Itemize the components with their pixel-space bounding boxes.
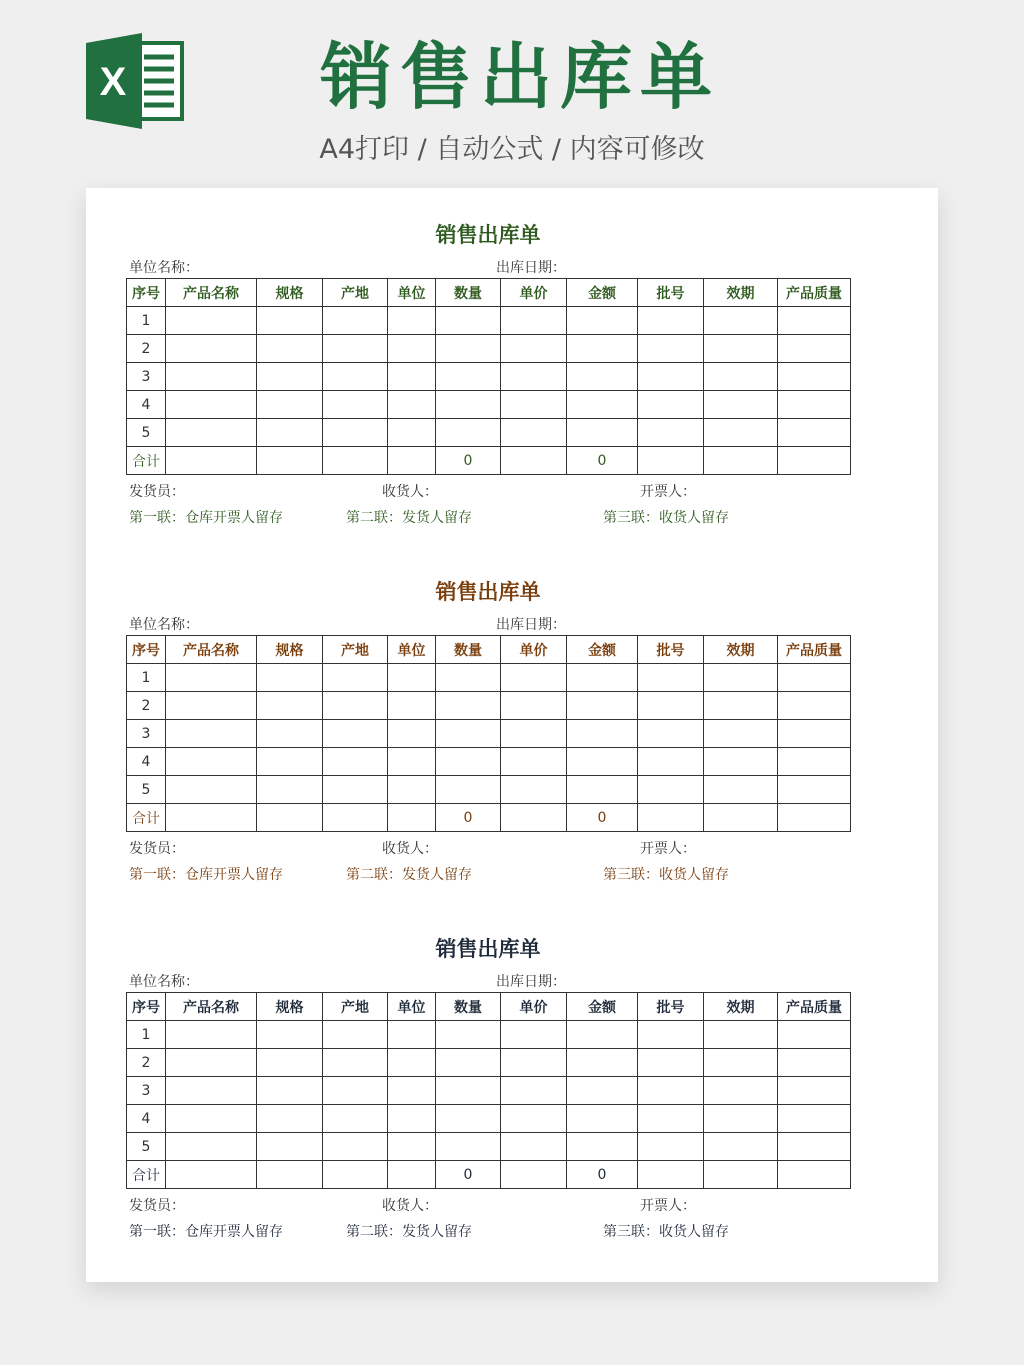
table-cell[interactable] [638, 692, 704, 720]
column-header: 金额 [567, 279, 638, 307]
table-cell[interactable]: 合计 [127, 447, 166, 475]
table-cell[interactable] [257, 335, 323, 363]
table-cell[interactable] [257, 363, 323, 391]
table-cell[interactable] [166, 1049, 257, 1077]
table-cell[interactable] [388, 1161, 436, 1189]
table-cell[interactable] [388, 447, 436, 475]
table-cell[interactable] [323, 1133, 388, 1161]
column-header: 产品质量 [778, 993, 851, 1021]
table-body [127, 1021, 851, 1189]
table-cell[interactable] [436, 335, 501, 363]
table-cell[interactable] [388, 1021, 436, 1049]
table-cell[interactable] [436, 419, 501, 447]
column-header: 批号 [638, 636, 704, 664]
table-cell[interactable] [257, 1049, 323, 1077]
table-cell[interactable] [166, 419, 257, 447]
column-header: 金额 [567, 993, 638, 1021]
column-header: 产地 [323, 993, 388, 1021]
table-cell[interactable] [166, 1077, 257, 1105]
table-cell[interactable] [778, 419, 851, 447]
table-cell[interactable] [388, 419, 436, 447]
table-cell[interactable] [388, 804, 436, 832]
column-header: 单位 [388, 993, 436, 1021]
column-header: 批号 [638, 279, 704, 307]
table-cell[interactable] [778, 307, 851, 335]
form-title: 销售出库单 [435, 580, 541, 604]
table-cell[interactable]: 合计 [127, 804, 166, 832]
table-cell[interactable] [166, 748, 257, 776]
table-cell[interactable] [436, 748, 501, 776]
table-cell[interactable]: 4 [127, 1105, 166, 1133]
column-header: 数量 [436, 636, 501, 664]
table-cell[interactable] [567, 692, 638, 720]
table-cell[interactable] [704, 720, 778, 748]
column-header: 数量 [436, 993, 501, 1021]
table-body [127, 664, 851, 832]
table-cell[interactable] [778, 1133, 851, 1161]
table-cell[interactable] [778, 447, 851, 475]
column-header: 产品名称 [166, 993, 257, 1021]
table-cell[interactable] [704, 1021, 778, 1049]
table-cell[interactable]: 0 [567, 1161, 638, 1189]
shipper-label: 发货员： [129, 484, 185, 500]
table-cell[interactable] [638, 1077, 704, 1105]
table-row [127, 664, 851, 692]
table-cell[interactable] [778, 692, 851, 720]
table-cell[interactable] [257, 391, 323, 419]
column-header: 批号 [638, 993, 704, 1021]
table-cell[interactable] [501, 1021, 567, 1049]
invoicer-label: 开票人： [640, 841, 696, 857]
table-row [127, 776, 851, 804]
table-cell[interactable] [501, 1161, 567, 1189]
table-cell[interactable] [323, 391, 388, 419]
items-table [126, 992, 851, 1189]
column-header: 产地 [323, 636, 388, 664]
table-cell[interactable] [323, 1021, 388, 1049]
table-row [127, 1021, 851, 1049]
table-cell[interactable] [704, 419, 778, 447]
table-cell[interactable] [323, 307, 388, 335]
table-cell[interactable] [323, 664, 388, 692]
table-cell[interactable] [778, 1161, 851, 1189]
table-cell[interactable] [323, 1049, 388, 1077]
table-cell[interactable] [778, 1105, 851, 1133]
table-cell[interactable] [166, 1161, 257, 1189]
table-cell[interactable] [704, 1105, 778, 1133]
table-cell[interactable] [436, 1077, 501, 1105]
table-row [127, 1133, 851, 1161]
table-cell[interactable] [501, 1049, 567, 1077]
table-cell[interactable] [166, 447, 257, 475]
table-cell[interactable]: 0 [567, 804, 638, 832]
table-cell[interactable]: 3 [127, 1077, 166, 1105]
table-cell[interactable] [638, 1161, 704, 1189]
column-header: 产品名称 [166, 279, 257, 307]
table-row [127, 1105, 851, 1133]
column-header: 规格 [257, 636, 323, 664]
table-cell[interactable] [257, 419, 323, 447]
total-row [127, 804, 851, 832]
table-cell[interactable] [501, 419, 567, 447]
column-header: 单位 [388, 636, 436, 664]
table-cell[interactable] [501, 1105, 567, 1133]
table-cell[interactable] [388, 1077, 436, 1105]
table-cell[interactable] [257, 1161, 323, 1189]
table-row [127, 391, 851, 419]
table-cell[interactable]: 4 [127, 748, 166, 776]
receiver-label: 收货人： [382, 484, 438, 500]
copy-note-3: 第三联：收货人留存 [603, 867, 729, 883]
table-cell[interactable]: 合计 [127, 1161, 166, 1189]
table-cell[interactable] [501, 664, 567, 692]
table-cell[interactable]: 2 [127, 335, 166, 363]
table-cell[interactable] [323, 692, 388, 720]
table-cell[interactable] [388, 307, 436, 335]
items-table [126, 635, 851, 832]
table-cell[interactable] [638, 1049, 704, 1077]
total-row [127, 447, 851, 475]
table-cell[interactable]: 4 [127, 391, 166, 419]
copy-note-1: 第一联：仓库开票人留存 [129, 510, 283, 526]
table-cell[interactable] [567, 776, 638, 804]
table-cell[interactable] [388, 776, 436, 804]
unit-name-label: 单位名称： [129, 617, 199, 633]
copy-note-1: 第一联：仓库开票人留存 [129, 1224, 283, 1240]
table-cell[interactable]: 0 [436, 447, 501, 475]
table-cell[interactable] [778, 720, 851, 748]
table-cell[interactable] [704, 1133, 778, 1161]
table-cell[interactable] [323, 335, 388, 363]
table-header-row [127, 279, 851, 307]
table-cell[interactable] [501, 692, 567, 720]
table-row [127, 1077, 851, 1105]
copy-note-2: 第二联：发货人留存 [346, 510, 472, 526]
table-cell[interactable] [704, 776, 778, 804]
table-row [127, 692, 851, 720]
table-cell[interactable] [436, 1021, 501, 1049]
table-cell[interactable] [638, 363, 704, 391]
total-row [127, 1161, 851, 1189]
column-header: 规格 [257, 279, 323, 307]
table-cell[interactable] [166, 664, 257, 692]
table-cell[interactable] [501, 1077, 567, 1105]
table-cell[interactable] [436, 363, 501, 391]
delivery-date-label: 出库日期： [496, 260, 566, 276]
column-header: 效期 [704, 636, 778, 664]
table-cell[interactable] [323, 804, 388, 832]
table-row [127, 307, 851, 335]
excel-logo-letter: X [99, 60, 127, 104]
banner-subtitle: A4打印 / 自动公式 / 内容可修改 [319, 134, 705, 165]
copy-note-1: 第一联：仓库开票人留存 [129, 867, 283, 883]
table-body [127, 307, 851, 475]
table-cell[interactable] [166, 776, 257, 804]
column-header: 数量 [436, 279, 501, 307]
table-cell[interactable] [257, 447, 323, 475]
table-cell[interactable] [638, 1021, 704, 1049]
column-header: 序号 [127, 993, 166, 1021]
table-cell[interactable] [257, 692, 323, 720]
table-cell[interactable] [436, 776, 501, 804]
table-cell[interactable] [257, 1021, 323, 1049]
table-cell[interactable]: 2 [127, 692, 166, 720]
table-cell[interactable] [388, 1133, 436, 1161]
table-cell[interactable] [323, 363, 388, 391]
table-cell[interactable] [166, 335, 257, 363]
table-row [127, 419, 851, 447]
table-cell[interactable] [436, 1105, 501, 1133]
table-cell[interactable] [323, 748, 388, 776]
table-cell[interactable] [778, 804, 851, 832]
table-cell[interactable] [257, 1077, 323, 1105]
invoicer-label: 开票人： [640, 1198, 696, 1214]
table-cell[interactable]: 0 [567, 447, 638, 475]
table-cell[interactable] [388, 692, 436, 720]
table-cell[interactable] [166, 692, 257, 720]
table-cell[interactable] [501, 1133, 567, 1161]
table-cell[interactable] [257, 720, 323, 748]
table-cell[interactable] [323, 1077, 388, 1105]
table-row [127, 335, 851, 363]
table-cell[interactable] [436, 391, 501, 419]
table-cell[interactable] [567, 720, 638, 748]
column-header: 单位 [388, 279, 436, 307]
table-cell[interactable] [388, 748, 436, 776]
table-cell[interactable] [638, 1133, 704, 1161]
delivery-date-label: 出库日期： [496, 974, 566, 990]
invoicer-label: 开票人： [640, 484, 696, 500]
table-cell[interactable] [257, 1105, 323, 1133]
table-cell[interactable] [257, 748, 323, 776]
column-header: 效期 [704, 993, 778, 1021]
table-cell[interactable] [388, 1105, 436, 1133]
table-cell[interactable] [638, 1105, 704, 1133]
table-cell[interactable] [638, 720, 704, 748]
table-cell[interactable] [778, 776, 851, 804]
table-cell[interactable] [257, 804, 323, 832]
table-cell[interactable] [323, 1105, 388, 1133]
items-table [126, 278, 851, 475]
form-title: 销售出库单 [435, 223, 541, 247]
table-cell[interactable] [436, 664, 501, 692]
column-header: 规格 [257, 993, 323, 1021]
column-header: 序号 [127, 636, 166, 664]
table-cell[interactable] [567, 1049, 638, 1077]
table-cell[interactable] [778, 1077, 851, 1105]
table-cell[interactable] [436, 1133, 501, 1161]
table-cell[interactable] [166, 391, 257, 419]
column-header: 单价 [501, 636, 567, 664]
unit-name-label: 单位名称： [129, 974, 199, 990]
table-cell[interactable] [257, 664, 323, 692]
table-cell[interactable] [501, 307, 567, 335]
table-cell[interactable] [501, 391, 567, 419]
table-cell[interactable] [501, 720, 567, 748]
table-cell[interactable] [501, 363, 567, 391]
table-cell[interactable] [704, 1161, 778, 1189]
table-cell[interactable] [323, 1161, 388, 1189]
table-cell[interactable] [257, 1133, 323, 1161]
table-cell[interactable] [323, 720, 388, 748]
table-row [127, 720, 851, 748]
table-cell[interactable] [567, 335, 638, 363]
receiver-label: 收货人： [382, 1198, 438, 1214]
table-cell[interactable] [567, 307, 638, 335]
table-cell[interactable] [567, 419, 638, 447]
table-cell[interactable] [166, 1105, 257, 1133]
table-cell[interactable] [778, 391, 851, 419]
table-cell[interactable] [778, 335, 851, 363]
table-cell[interactable] [388, 391, 436, 419]
table-cell[interactable] [567, 1077, 638, 1105]
banner [0, 0, 1024, 185]
table-cell[interactable] [166, 1133, 257, 1161]
table-cell[interactable]: 1 [127, 664, 166, 692]
column-header: 效期 [704, 279, 778, 307]
table-cell[interactable] [704, 391, 778, 419]
table-cell[interactable] [638, 776, 704, 804]
table-cell[interactable] [778, 1049, 851, 1077]
table-cell[interactable] [778, 748, 851, 776]
table-cell[interactable]: 5 [127, 419, 166, 447]
table-cell[interactable]: 0 [436, 1161, 501, 1189]
table-cell[interactable]: 0 [436, 804, 501, 832]
copy-note-3: 第三联：收货人留存 [603, 510, 729, 526]
table-cell[interactable] [704, 748, 778, 776]
table-cell[interactable]: 5 [127, 776, 166, 804]
table-cell[interactable] [166, 363, 257, 391]
table-cell[interactable] [323, 419, 388, 447]
table-cell[interactable] [166, 307, 257, 335]
table-cell[interactable] [323, 776, 388, 804]
shipper-label: 发货员： [129, 841, 185, 857]
table-cell[interactable] [388, 1049, 436, 1077]
copy-note-2: 第二联：发货人留存 [346, 867, 472, 883]
table-cell[interactable] [436, 720, 501, 748]
table-cell[interactable] [501, 748, 567, 776]
banner-title: 销售出库单 [319, 35, 720, 119]
table-cell[interactable] [704, 692, 778, 720]
table-cell[interactable] [388, 335, 436, 363]
column-header: 序号 [127, 279, 166, 307]
table-cell[interactable] [501, 804, 567, 832]
table-cell[interactable] [638, 447, 704, 475]
table-cell[interactable] [388, 664, 436, 692]
table-cell[interactable] [638, 419, 704, 447]
table-cell[interactable] [436, 692, 501, 720]
table-cell[interactable] [704, 664, 778, 692]
table-header-row [127, 993, 851, 1021]
table-row [127, 1049, 851, 1077]
table-row [127, 363, 851, 391]
table-cell[interactable] [323, 447, 388, 475]
table-cell[interactable] [638, 307, 704, 335]
column-header: 金额 [567, 636, 638, 664]
table-cell[interactable] [638, 664, 704, 692]
table-cell[interactable] [704, 804, 778, 832]
table-cell[interactable] [704, 307, 778, 335]
column-header: 产品名称 [166, 636, 257, 664]
copy-note-2: 第二联：发货人留存 [346, 1224, 472, 1240]
table-cell[interactable] [567, 1133, 638, 1161]
table-cell[interactable] [567, 1021, 638, 1049]
table-cell[interactable] [704, 1049, 778, 1077]
table-cell[interactable] [638, 391, 704, 419]
column-header: 产品质量 [778, 279, 851, 307]
copy-note-3: 第三联：收货人留存 [603, 1224, 729, 1240]
unit-name-label: 单位名称： [129, 260, 199, 276]
table-cell[interactable] [704, 363, 778, 391]
table-cell[interactable] [388, 720, 436, 748]
table-cell[interactable] [501, 447, 567, 475]
table-cell[interactable] [567, 664, 638, 692]
table-cell[interactable] [388, 363, 436, 391]
table-cell[interactable] [436, 1049, 501, 1077]
shipper-label: 发货员： [129, 1198, 185, 1214]
table-cell[interactable] [638, 748, 704, 776]
table-cell[interactable]: 3 [127, 363, 166, 391]
table-cell[interactable] [778, 1021, 851, 1049]
table-cell[interactable]: 1 [127, 307, 166, 335]
table-cell[interactable] [166, 804, 257, 832]
table-cell[interactable] [436, 307, 501, 335]
table-cell[interactable]: 2 [127, 1049, 166, 1077]
table-cell[interactable] [638, 804, 704, 832]
column-header: 产品质量 [778, 636, 851, 664]
receiver-label: 收货人： [382, 841, 438, 857]
table-cell[interactable]: 5 [127, 1133, 166, 1161]
form-title: 销售出库单 [435, 937, 541, 961]
table-cell[interactable] [704, 335, 778, 363]
table-cell[interactable] [501, 776, 567, 804]
table-cell[interactable] [567, 363, 638, 391]
table-cell[interactable]: 1 [127, 1021, 166, 1049]
table-cell[interactable] [166, 1021, 257, 1049]
table-cell[interactable] [704, 1077, 778, 1105]
table-cell[interactable] [501, 335, 567, 363]
column-header: 单价 [501, 993, 567, 1021]
table-cell[interactable] [778, 363, 851, 391]
table-row [127, 748, 851, 776]
table-cell[interactable] [778, 664, 851, 692]
table-cell[interactable] [638, 335, 704, 363]
delivery-date-label: 出库日期： [496, 617, 566, 633]
table-cell[interactable] [567, 1105, 638, 1133]
table-header-row [127, 636, 851, 664]
table-cell[interactable] [166, 720, 257, 748]
column-header: 单价 [501, 279, 567, 307]
excel-icon [86, 33, 186, 129]
table-cell[interactable] [704, 447, 778, 475]
document-page [86, 188, 938, 1282]
table-cell[interactable] [257, 307, 323, 335]
column-header: 产地 [323, 279, 388, 307]
table-cell[interactable] [257, 776, 323, 804]
table-cell[interactable] [567, 391, 638, 419]
table-cell[interactable]: 3 [127, 720, 166, 748]
table-cell[interactable] [567, 748, 638, 776]
